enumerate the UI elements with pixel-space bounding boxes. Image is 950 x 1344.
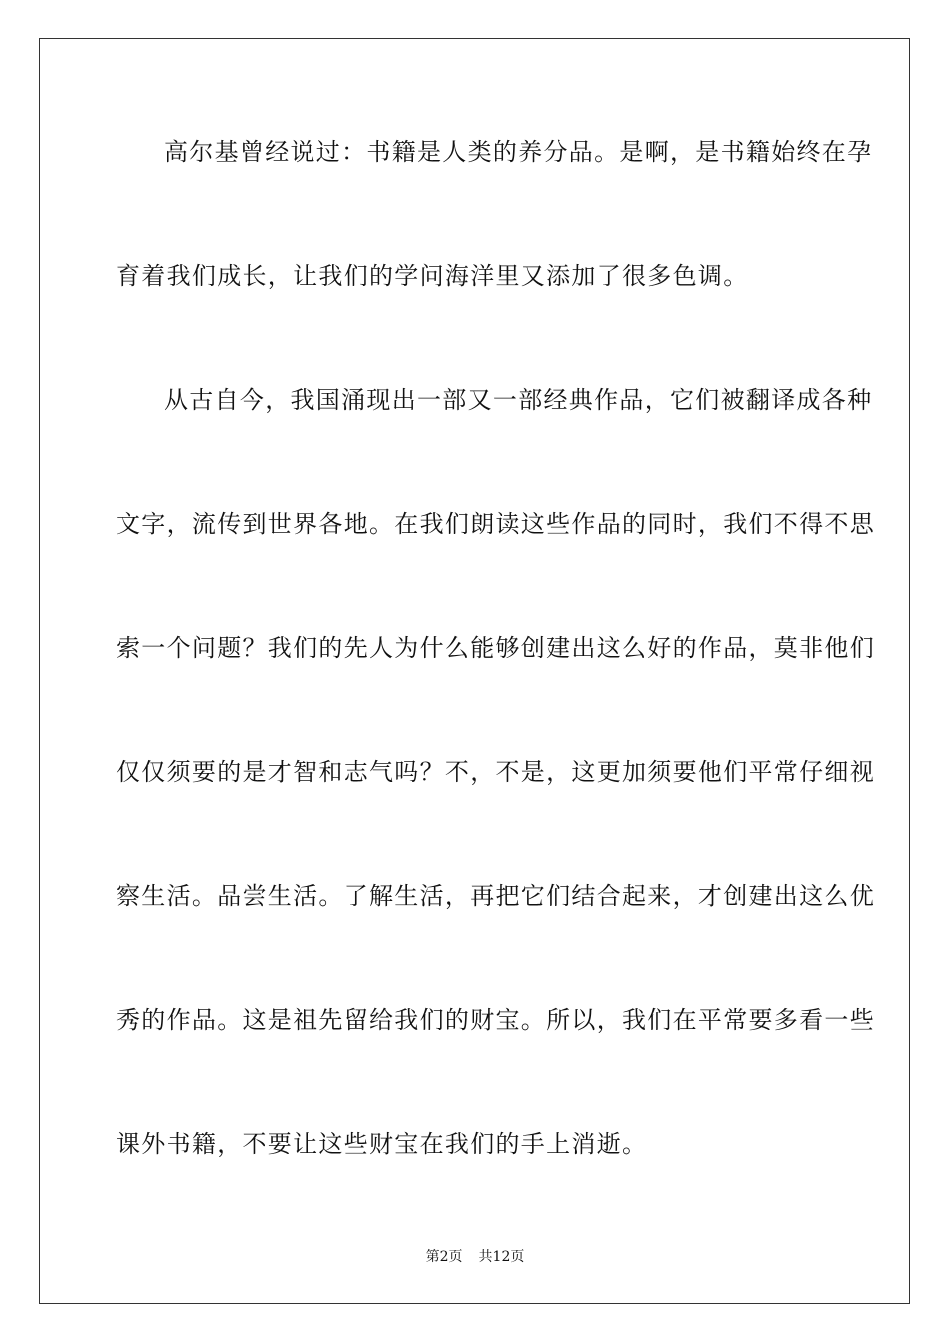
paragraph-1-line-1: 高尔基曾经说过：书籍是人类的养分品。是啊，是书籍始终在孕	[164, 138, 873, 166]
page-number-current: 第2页	[425, 1249, 463, 1265]
paragraph-2-line-6: 秀的作品。这是祖先留给我们的财宝。所以，我们在平常要多看一些	[116, 1006, 875, 1034]
page-footer	[0, 1248, 950, 1266]
paragraph-2-line-7: 课外书籍，不要让这些财宝在我们的手上消逝。	[116, 1130, 648, 1158]
page-border	[39, 38, 910, 1304]
paragraph-2-line-3: 索一个问题？我们的先人为什么能够创建出这么好的作品，莫非他们	[116, 634, 875, 662]
paragraph-2-line-1: 从古自今，我国涌现出一部又一部经典作品，它们被翻译成各种	[164, 386, 873, 414]
paragraph-2-line-2: 文字，流传到世界各地。在我们朗读这些作品的同时，我们不得不思	[116, 510, 875, 538]
page-number-total: 共12页	[478, 1249, 525, 1265]
paragraph-2-line-5: 察生活。品尝生活。了解生活，再把它们结合起来，才创建出这么优	[116, 882, 875, 910]
paragraph-2-line-4: 仅仅须要的是才智和志气吗？不，不是，这更加须要他们平常仔细视	[116, 758, 875, 786]
paragraph-1-line-2: 育着我们成长，让我们的学问海洋里又添加了很多色调。	[116, 262, 749, 290]
